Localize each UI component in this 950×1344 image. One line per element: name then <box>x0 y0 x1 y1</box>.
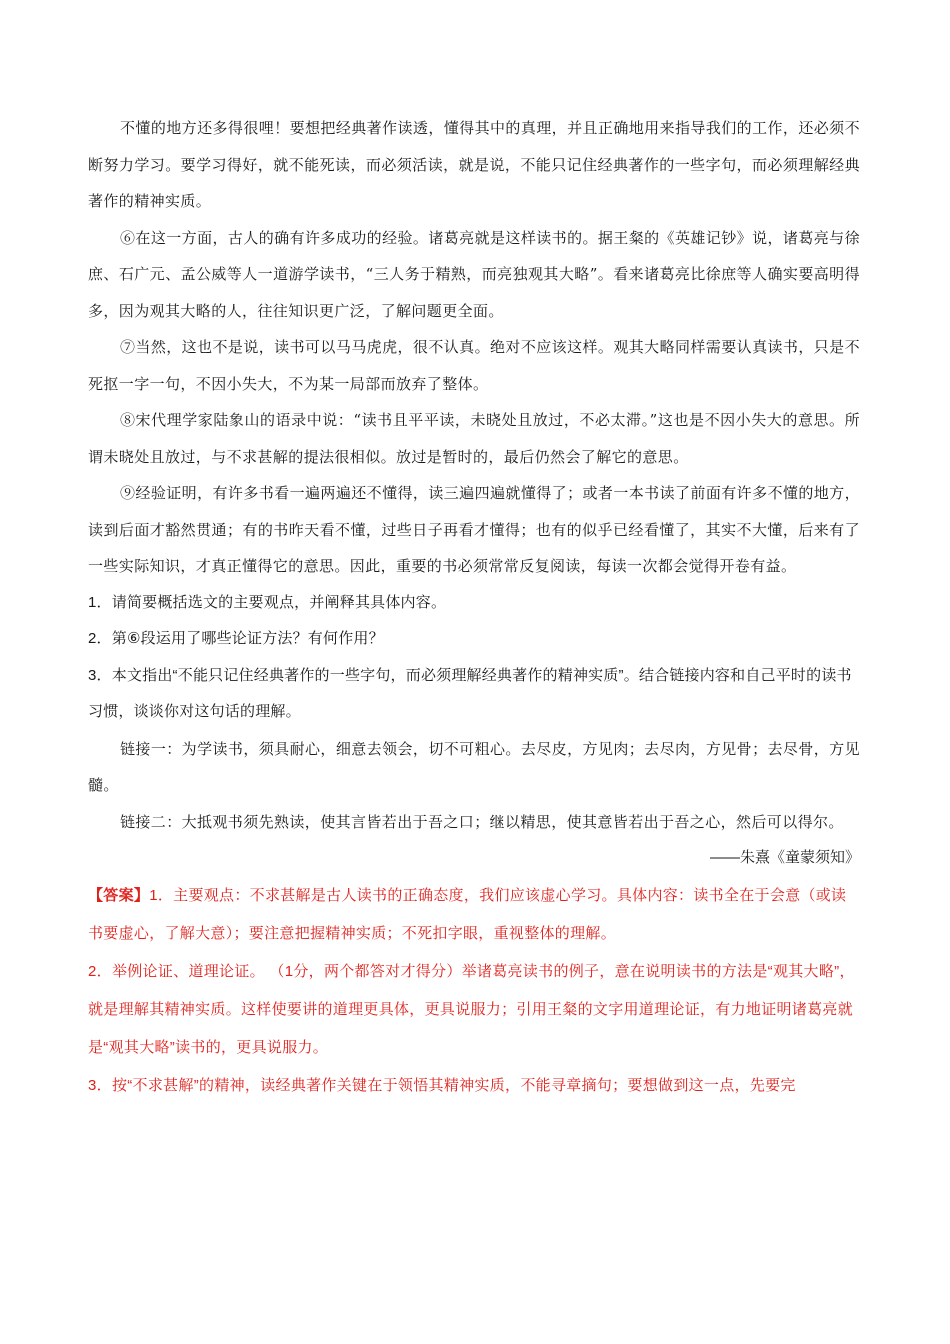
link-two: 链接二：大抵观书须先熟读，使其言皆若出于吾之口；继以精思，使其意皆若出于吾之心，然后可以得尔。 <box>120 812 844 831</box>
answer-1 <box>88 877 860 953</box>
question-1: 1．请简要概括选文的主要观点，并阐释其具体内容。 <box>88 593 447 611</box>
answer-3: 3．按“不求甚解”的精神，读经典著作关键在于领悟其精神实质，不能寻章摘句；要想做到这一点，先要完 <box>88 1076 796 1094</box>
answer-1-text: 1．主要观点：不求甚解是古人读书的正确态度，我们应该虚心学习。具体内容：读书全在于会意（或读书要虚心，了解大意）；要注意把握精神实质；不死扣字眼，重视整体的理解。 <box>88 886 847 942</box>
document-body <box>88 110 860 1105</box>
passage-paragraph-6: ⑥在这一方面，古人的确有许多成功的经验。诸葛亮就是这样读书的。据王粲的《英雄记钞》说，诸葛亮与徐庶、石广元、孟公威等人一道游学读书，“三人务于精熟，而亮独观其大略”。看来诸葛亮比徐庶等人确实要高明得多，因为观其大略的人，往往知识更广泛，了解问题更全面。 <box>88 228 860 320</box>
answer-label: 【答案】 <box>88 886 150 904</box>
attribution: ——朱熹《童蒙须知》 <box>709 849 860 866</box>
passage-paragraph-continued: 不懂的地方还多得很哩！要想把经典著作读透，懂得其中的真理，并且正确地用来指导我们的工作，还必须不断努力学习。要学习得好，就不能死读，而必须活读，就是说，不能只记住经典著作的一些字句，而必须理解经典著作的精神实质。 <box>88 119 860 210</box>
passage-paragraph-7: ⑦当然，这也不是说，读书可以马马虎虎，很不认真。绝对不应该这样。观其大略同样需要认真读书，只是不死抠一字一句，不因小失大，不为某一局部而放弃了整体。 <box>88 338 860 393</box>
answer-2: 2．举例论证、道理论证。 （1分，两个都答对才得分）举诸葛亮读书的例子，意在说明读书的方法是“观其大略”，就是理解其精神实质。这样使要讲的道理更具体，更具说服力；引用王粲的文字用道理论证，有力地证明诸葛亮就是“观其大略”读书的，更具说服力。 <box>88 962 855 1056</box>
link-one: 链接一：为学读书，须具耐心，细意去领会，切不可粗心。去尽皮，方见肉；去尽肉，方见骨；去尽骨，方见髓。 <box>88 739 860 794</box>
question-2: 2．第⑥段运用了哪些论证方法？有何作用？ <box>88 630 384 647</box>
question-3: 3．本文指出“不能只记住经典著作的一些字句，而必须理解经典著作的精神实质”。结合链接内容和自己平时的读书习惯，谈谈你对这句话的理解。 <box>88 666 852 720</box>
passage-paragraph-8: ⑧宋代理学家陆象山的语录中说：“读书且平平读，未晓处且放过，不必太滞。”这也是不因小失大的意思。所谓未晓处且放过，与不求甚解的提法很相似。放过是暂时的，最后仍然会了解它的意思。 <box>88 411 860 466</box>
passage-paragraph-9: ⑨经验证明，有许多书看一遍两遍还不懂得，读三遍四遍就懂得了；或者一本书读了前面有许多不懂的地方，读到后面才豁然贯通；有的书昨天看不懂，过些日子再看才懂得；也有的似乎已经看懂了，其实不大懂，后来有了一些实际知识，才真正懂得它的意思。因此，重要的书必须常常反复阅读，每读一次都会觉得开卷有益。 <box>88 484 860 575</box>
